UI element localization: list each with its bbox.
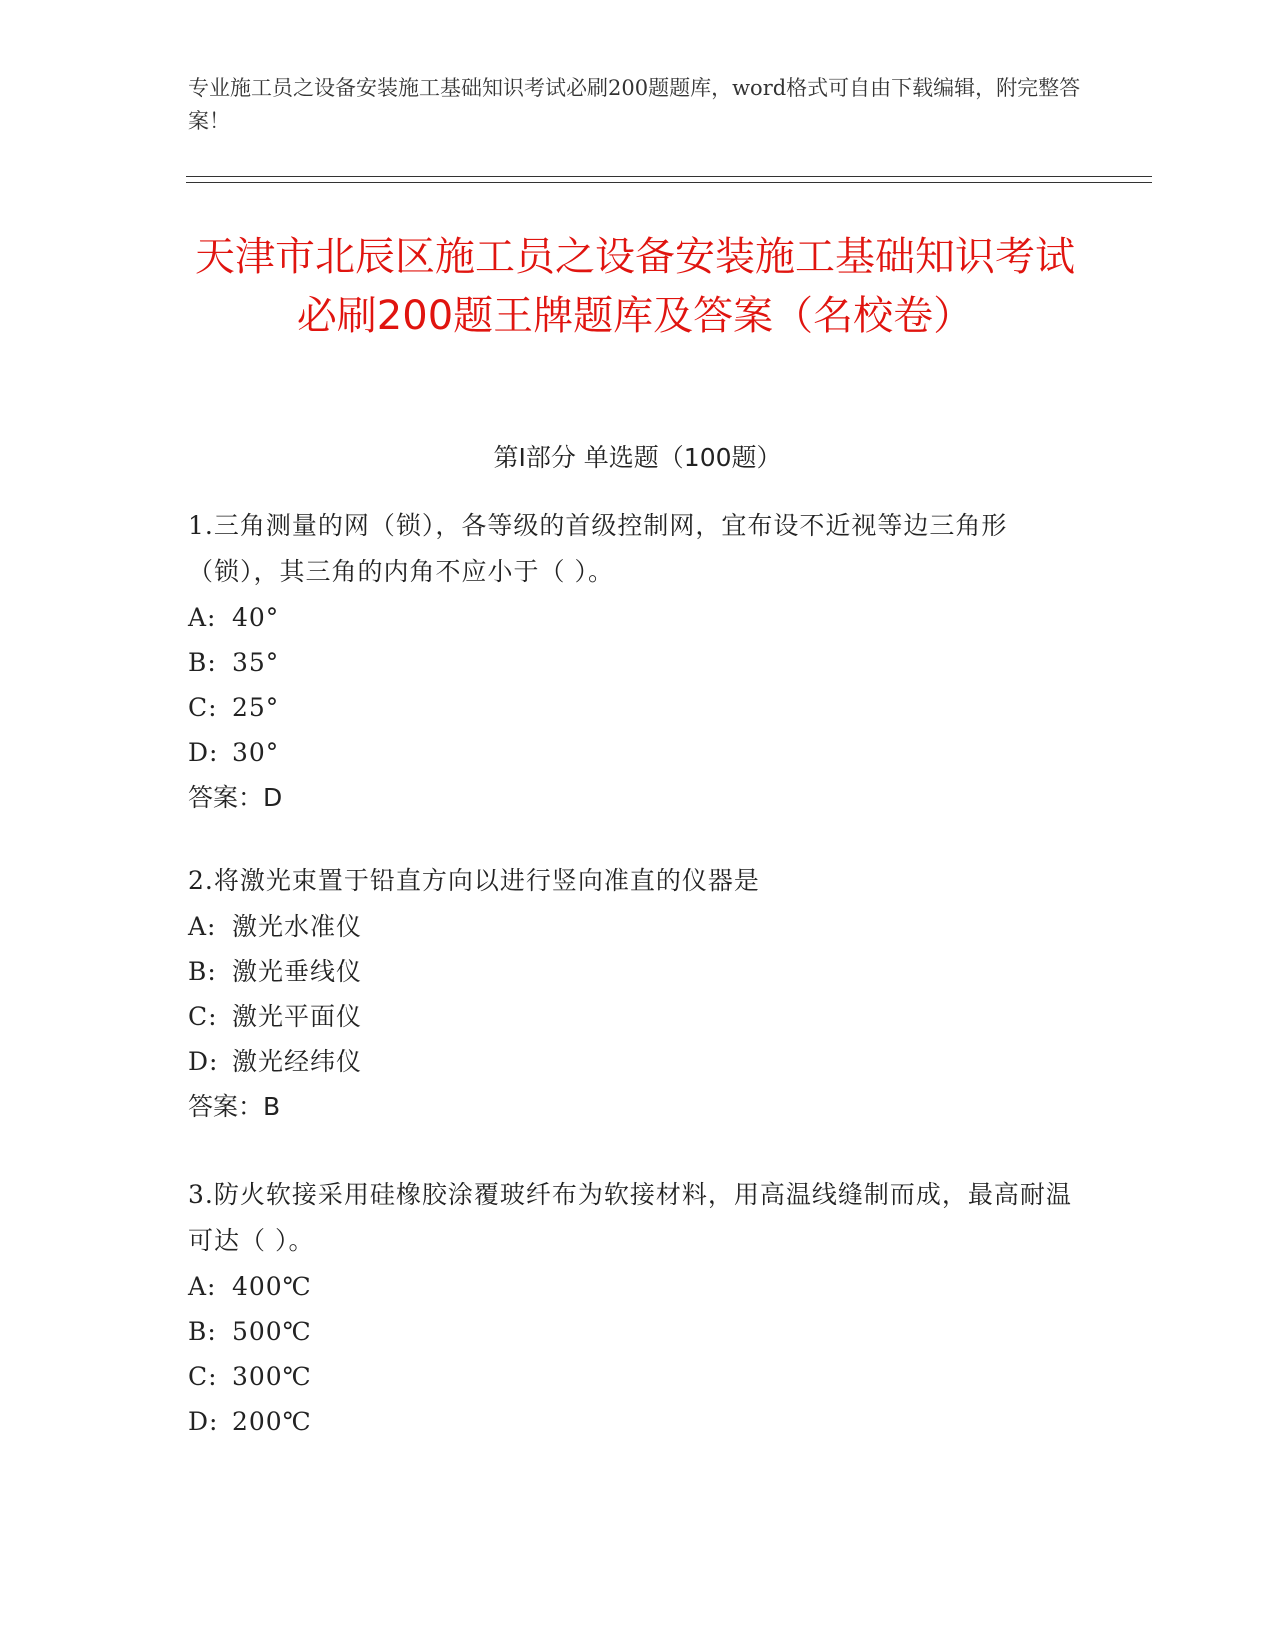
document-title: 天津市北辰区施工员之设备安装施工基础知识考试必刷200题王牌题库及答案（名校卷） [195, 234, 1075, 339]
option-value: 25° [232, 693, 280, 722]
option-value: 500℃ [232, 1317, 312, 1346]
option-d [188, 730, 1088, 775]
option-key: D: [188, 738, 219, 767]
option-c [188, 1354, 1088, 1399]
option-key: C: [188, 1362, 218, 1391]
option-key: C: [188, 693, 218, 722]
header-note: 专业施工员之设备安装施工基础知识考试必刷200题题库，word格式可自由下载编辑，附完整答案！ [188, 76, 1081, 133]
option-b [188, 949, 1088, 994]
option-key: B: [188, 957, 217, 986]
question-text: 3.防火软接采用硅橡胶涂覆玻纤布为软接材料，用高温线缝制而成，最高耐温可达（ ）。 [188, 1180, 1072, 1255]
option-value: 激光水准仪 [232, 912, 363, 941]
question-2 [188, 858, 1088, 1130]
option-value: 激光平面仪 [232, 1002, 363, 1031]
option-d [188, 1039, 1088, 1084]
question-text: 1.三角测量的网（锁），各等级的首级控制网，宜布设不近视等边三角形（锁），其三角的内角不应小于（ ）。 [188, 511, 1008, 586]
option-d [188, 1399, 1088, 1444]
question-1 [188, 503, 1088, 821]
option-b [188, 1309, 1088, 1354]
option-key: B: [188, 648, 217, 677]
option-c [188, 685, 1088, 730]
option-key: A: [188, 603, 217, 632]
option-value: 35° [232, 648, 280, 677]
header-divider-top [186, 176, 1152, 177]
option-key: D: [188, 1047, 219, 1076]
question-3 [188, 1172, 1088, 1444]
option-value: 400℃ [232, 1272, 312, 1301]
option-key: B: [188, 1317, 217, 1346]
header-divider-bottom [186, 182, 1152, 183]
option-a [188, 904, 1088, 949]
option-b [188, 640, 1088, 685]
question-text: 2.将激光束置于铅直方向以进行竖向准直的仪器是 [188, 866, 760, 895]
option-value: 30° [232, 738, 280, 767]
option-value: 激光经纬仪 [232, 1047, 363, 1076]
option-key: C: [188, 1002, 218, 1031]
answer: 答案：B [188, 1092, 281, 1121]
option-key: D: [188, 1407, 219, 1436]
option-c [188, 994, 1088, 1039]
option-value: 激光垂线仪 [232, 957, 363, 986]
option-value: 200℃ [232, 1407, 312, 1436]
option-a [188, 595, 1088, 640]
section-heading: 第I部分 单选题（100题） [493, 443, 782, 472]
option-key: A: [188, 1272, 217, 1301]
answer: 答案：D [188, 783, 283, 812]
option-key: A: [188, 912, 217, 941]
option-value: 300℃ [232, 1362, 312, 1391]
option-value: 40° [232, 603, 280, 632]
option-a [188, 1264, 1088, 1309]
